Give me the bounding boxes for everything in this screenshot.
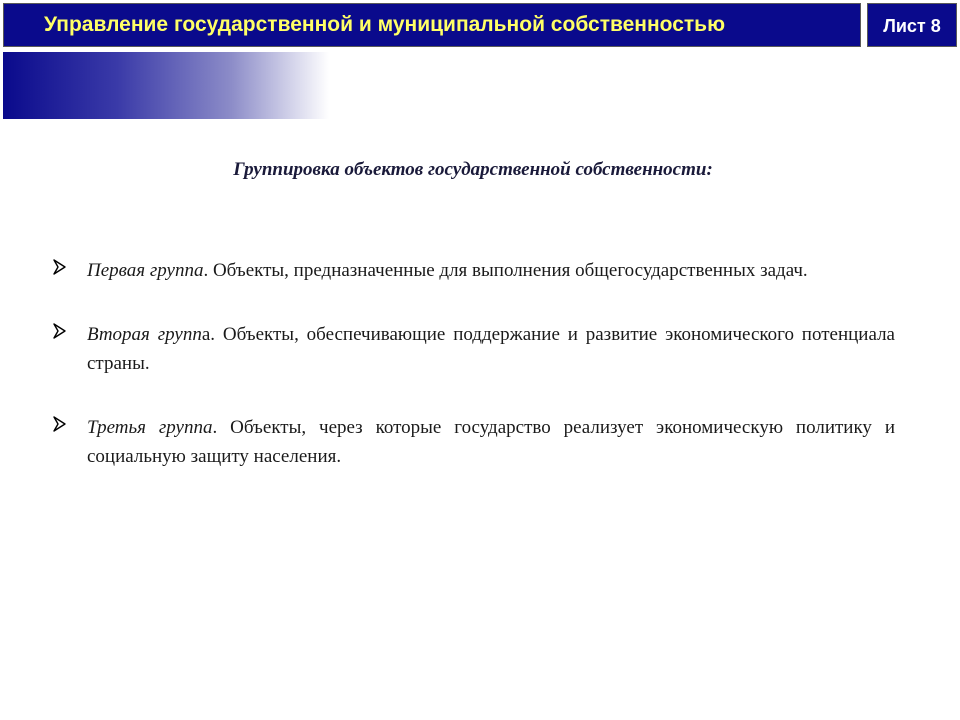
group-name: Первая группа — [87, 260, 204, 281]
arrow-bullet-icon — [52, 414, 68, 434]
list-item-group-2 — [52, 320, 895, 378]
group-description: . Объекты, обеспечивающие поддержание и развитие экономического потенциала страны. — [87, 324, 895, 374]
sheet-number: Лист 8 — [883, 16, 941, 36]
group-name: Вторая групп — [87, 324, 202, 345]
sheet-number-box — [867, 3, 957, 47]
group-description: . Объекты, через которые государство реализует экономическую политику и социальную защиту населения. — [87, 417, 895, 467]
group-description: . Объекты, предназначенные для выполнения общегосударственных задач. — [203, 260, 808, 281]
section-heading: Группировка объектов государственной собственности: — [233, 159, 713, 180]
list-item-text — [87, 320, 895, 378]
header-gradient-band — [3, 52, 329, 119]
group-name-rest: а — [201, 324, 211, 345]
group-list — [52, 256, 895, 506]
title-bar — [3, 3, 861, 47]
list-item-group-3 — [52, 413, 895, 471]
arrow-bullet-icon — [52, 321, 68, 341]
page-title: Управление государственной и муниципальной собственностью — [44, 13, 726, 36]
list-item-text — [87, 413, 895, 471]
list-item-text — [87, 256, 895, 285]
arrow-bullet-icon — [52, 257, 68, 277]
list-item-group-1 — [52, 256, 895, 285]
group-name: Третья группа — [87, 417, 213, 438]
